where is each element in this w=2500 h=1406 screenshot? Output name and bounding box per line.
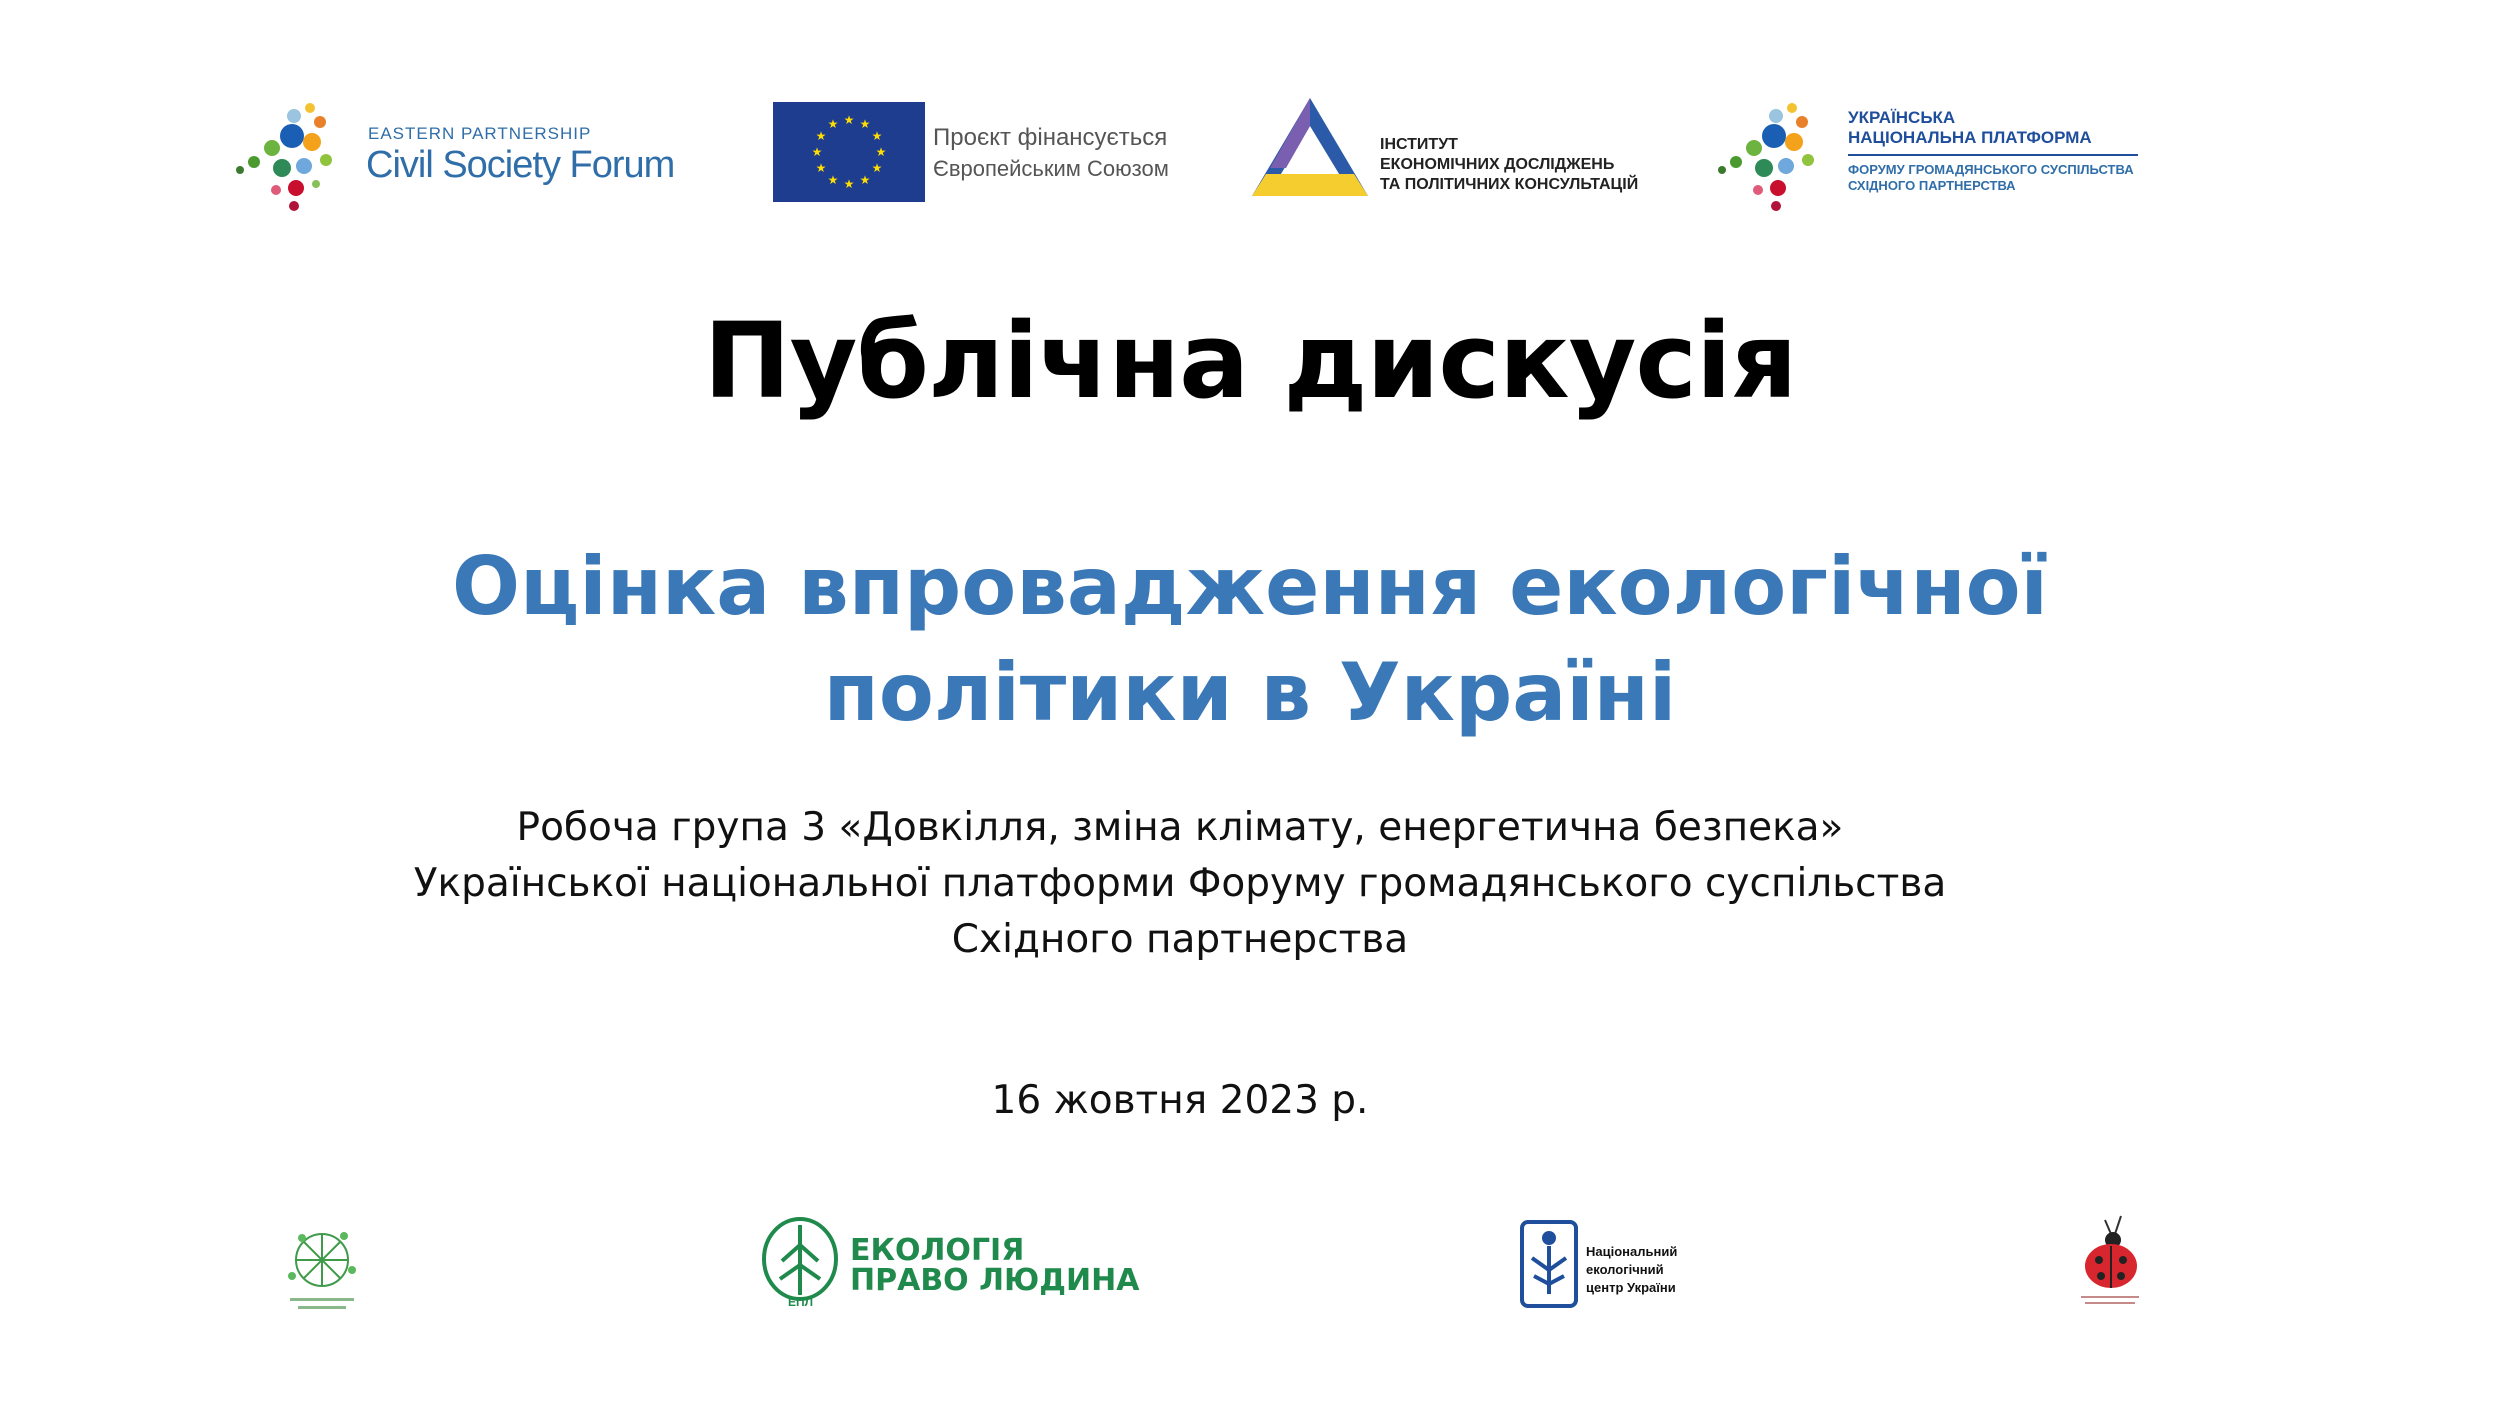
eu-logo (773, 102, 1193, 202)
subtitle-line1: Оцінка впровадження екологічної (452, 540, 2048, 633)
svg-text:★: ★ (859, 117, 871, 131)
svg-text:★: ★ (811, 145, 823, 159)
unp-dots-icon (1714, 98, 1834, 218)
event-date: 16 жовтня 2023 р. (991, 1078, 1369, 1123)
page-title: Публічна дискусія (703, 300, 1797, 422)
necu-emblem-icon (1520, 1220, 1578, 1308)
svg-text:★: ★ (827, 117, 839, 131)
epl-mark: ЕПЛ (788, 1295, 814, 1309)
eu-line1: Проєкт фінансується (933, 124, 1168, 151)
epl-line2: ПРАВО ЛЮДИНА (850, 1263, 1140, 1298)
body-line2: Української національної платформи Форуму громадянського суспільства (413, 861, 1947, 906)
eap-csf-logo (232, 98, 692, 218)
info-center-logo-icon (272, 1218, 372, 1318)
subtitle-line2: політики в Україні (823, 646, 1677, 739)
svg-text:★: ★ (871, 129, 883, 143)
eap-dots-icon (232, 98, 352, 218)
body-line1: Робоча група 3 «Довкілля, зміна клімату, енергетична безпека» (516, 805, 1844, 850)
eu-flag-icon (773, 102, 925, 202)
ier-line3: ТА ПОЛІТИЧНИХ КОНСУЛЬТАЦІЙ (1380, 176, 1639, 193)
epl-logo (758, 1215, 1140, 1315)
svg-text:★: ★ (843, 177, 855, 191)
svg-text:★: ★ (827, 173, 839, 187)
necu-logo (1520, 1220, 1720, 1310)
necu-line3: центр України (1586, 1280, 1676, 1295)
necu-line1: Національний (1586, 1244, 1678, 1259)
ladybug-logo-icon (2075, 1210, 2145, 1310)
svg-text:★: ★ (843, 113, 855, 127)
ier-logo (1250, 96, 1670, 206)
svg-text:★: ★ (875, 145, 887, 159)
eap-line2: Civil Society Forum (366, 144, 675, 186)
unp-line2: НАЦІОНАЛЬНА ПЛАТФОРМА (1848, 128, 2092, 147)
svg-text:★: ★ (815, 129, 827, 143)
ier-line1: ІНСТИТУТ (1380, 136, 1458, 153)
body-line3: Східного партнерства (951, 917, 1409, 962)
unp-line3: ФОРУМУ ГРОМАДЯНСЬКОГО СУСПІЛЬСТВА (1848, 162, 2134, 177)
epl-line1: ЕКОЛОГІЯ (850, 1233, 1025, 1268)
eu-line2: Європейським Союзом (933, 156, 1169, 181)
necu-line2: екологічний (1586, 1262, 1664, 1277)
unp-line4: СХІДНОГО ПАРТНЕРСТВА (1848, 178, 2016, 193)
unp-logo (1714, 98, 2154, 218)
ier-line2: ЕКОНОМІЧНИХ ДОСЛІДЖЕНЬ (1380, 156, 1615, 173)
ier-triangle-icon (1250, 96, 1370, 200)
eap-line1: EASTERN PARTNERSHIP (368, 124, 592, 143)
unp-divider (1848, 154, 2138, 156)
unp-line1: УКРАЇНСЬКА (1848, 108, 1956, 127)
svg-text:★: ★ (859, 173, 871, 187)
svg-text:★: ★ (871, 161, 883, 175)
svg-text:★: ★ (815, 161, 827, 175)
